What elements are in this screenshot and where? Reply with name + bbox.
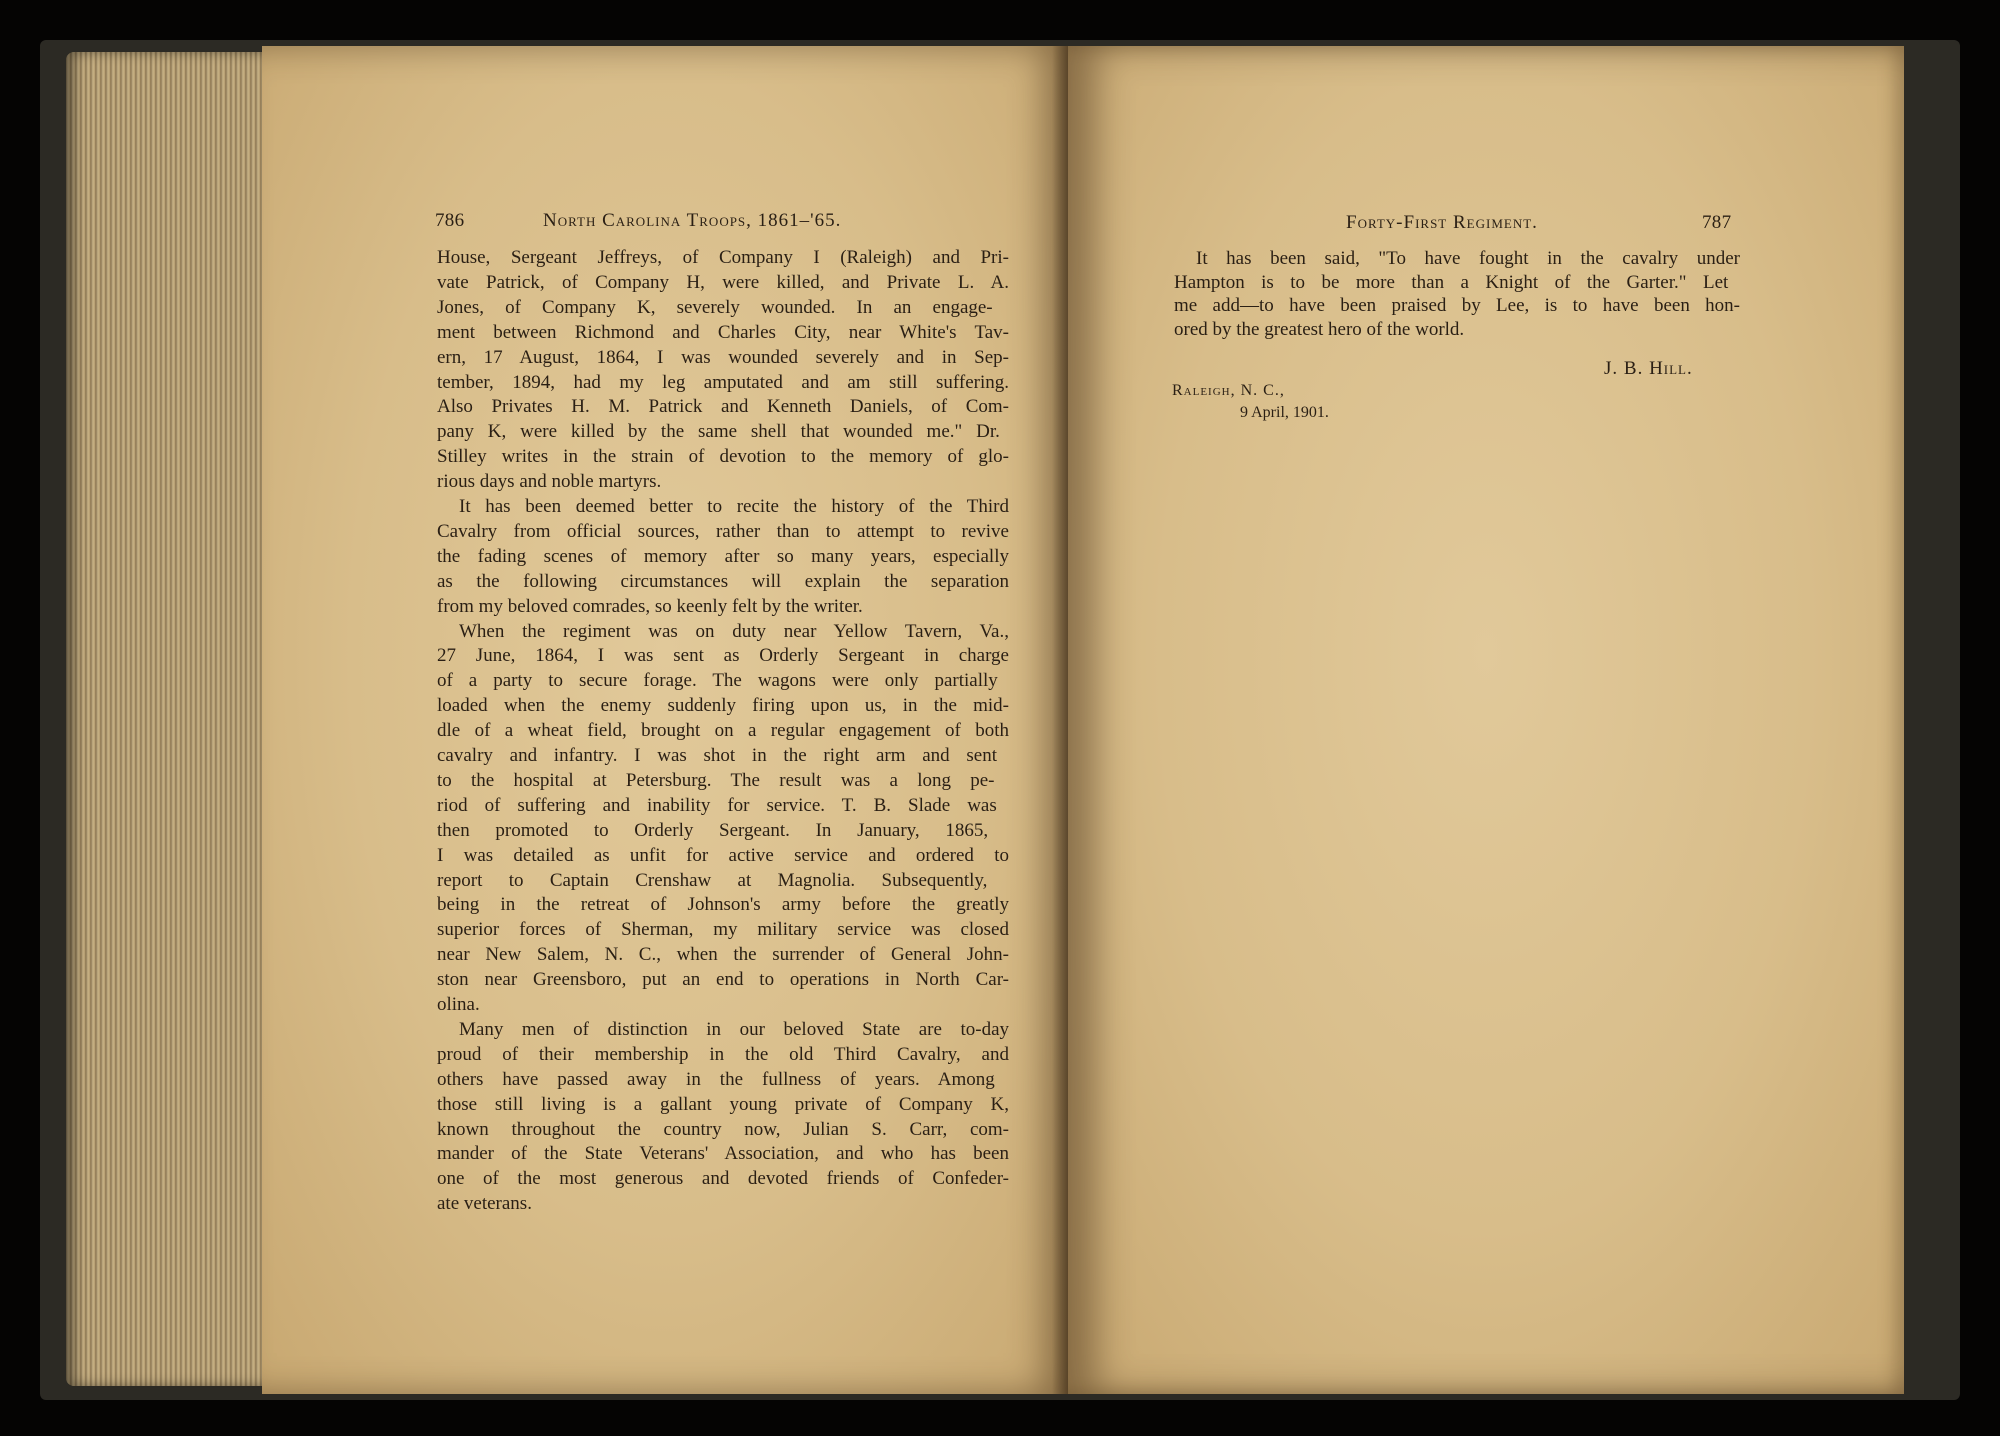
text-line: I was detailed as unfit for active service and ordered to: [437, 844, 1009, 866]
text-line: from my beloved comrades, so keenly felt by the writer.: [437, 595, 863, 617]
text-line: being in the retreat of Johnson's army before the greatly: [437, 894, 1009, 916]
text-line: ern, 17 August, 1864, I was wounded severely and in Sep-: [437, 346, 1009, 368]
text-line: to the hospital at Petersburg. The result was a long pe-: [437, 769, 995, 791]
text-line: It has been deemed better to recite the history of the Third: [459, 496, 1009, 517]
text-line: dle of a wheat field, brought on a regular engagement of both: [437, 720, 1009, 742]
text-line: tember, 1894, had my leg amputated and am still suffering.: [437, 371, 1009, 393]
text-line: ment between Richmond and Charles City, near White's Tav-: [437, 321, 1009, 343]
text-line: vate Patrick, of Company H, were killed, and Private L. A.: [437, 271, 1009, 293]
text-line: Stilley writes in the strain of devotion to the memory of glo-: [437, 446, 1009, 468]
text-line: report to Captain Crenshaw at Magnolia. Subsequently,: [437, 869, 988, 891]
text-line: Many men of distinction in our beloved State are to-day: [459, 1018, 1009, 1040]
text-line: superior forces of Sherman, my military service was closed: [437, 919, 1009, 941]
text-line: pany K, were killed by the same shell that wounded me." Dr.: [437, 421, 1000, 443]
text-line: cavalry and infantry. I was shot in the right arm and sent: [437, 745, 998, 766]
text-line: Jones, of Company K, severely wounded. In an engage-: [437, 296, 993, 318]
text-line: proud of their membership in the old Third Cavalry, and: [437, 1043, 1009, 1065]
text-line: the fading scenes of memory after so many years, especially: [437, 545, 1009, 567]
text-line: olina.: [437, 994, 480, 1015]
text-line: When the regiment was on duty near Yellow Tavern, Va.,: [459, 620, 1009, 642]
signature-date: 9 April, 1901.: [1240, 404, 1329, 421]
text-line: then promoted to Orderly Sergeant. In January, 1865,: [437, 819, 989, 841]
left-page-number: 786: [435, 210, 465, 231]
text-line: as the following circumstances will explain the separation: [437, 570, 1009, 592]
text-line: mander of the State Veterans' Association, and who has been: [437, 1143, 1009, 1165]
text-line: others have passed away in the fullness of years. Among: [437, 1068, 995, 1090]
text-line: those still living is a gallant young private of Company K,: [437, 1093, 1009, 1115]
left-page: [262, 46, 1070, 1394]
right-page: [1068, 46, 1904, 1394]
text-line: ate veterans.: [437, 1193, 532, 1215]
text-line: riod of suffering and inability for service. T. B. Slade was: [437, 794, 997, 816]
text-line: Hampton is to be more than a Knight of the Garter." Let: [1174, 271, 1729, 293]
text-line: ston near Greensboro, put an end to operations in North Car-: [437, 969, 1009, 991]
text-line: me add—to have been praised by Lee, is to have been hon-: [1174, 295, 1740, 317]
text-line: Also Privates H. M. Patrick and Kenneth Daniels, of Com-: [437, 396, 1009, 418]
right-page-number: 787: [1702, 212, 1732, 233]
page-edges: [66, 52, 266, 1386]
left-running-title: North Carolina Troops, 1861–'65.: [543, 210, 842, 231]
text-line: of a party to secure forage. The wagons were only partially: [437, 670, 998, 692]
text-line: 27 June, 1864, I was sent as Orderly Sergeant in charge: [437, 645, 1009, 667]
text-line: It has been said, "To have fought in the cavalry under: [1196, 248, 1740, 269]
text-line: loaded when the enemy suddenly firing upon us, in the mid-: [437, 695, 1009, 717]
text-line: rious days and noble martyrs.: [437, 471, 662, 493]
text-line: near New Salem, N. C., when the surrender of General John-: [437, 944, 1009, 966]
text-line: known throughout the country now, Julian S. Carr, com-: [437, 1118, 1009, 1140]
text-line: House, Sergeant Jeffreys, of Company I (Raleigh) and Pri-: [437, 247, 1009, 268]
text-line: one of the most generous and devoted friends of Confeder-: [437, 1168, 1009, 1190]
author-signature: J. B. Hill.: [1604, 358, 1693, 379]
text-line: ored by the greatest hero of the world.: [1174, 319, 1465, 341]
signature-place: Raleigh, N. C.,: [1172, 382, 1285, 399]
text-line: Cavalry from official sources, rather than to attempt to revive: [437, 520, 1009, 542]
right-running-title: Forty-First Regiment.: [1346, 212, 1538, 233]
